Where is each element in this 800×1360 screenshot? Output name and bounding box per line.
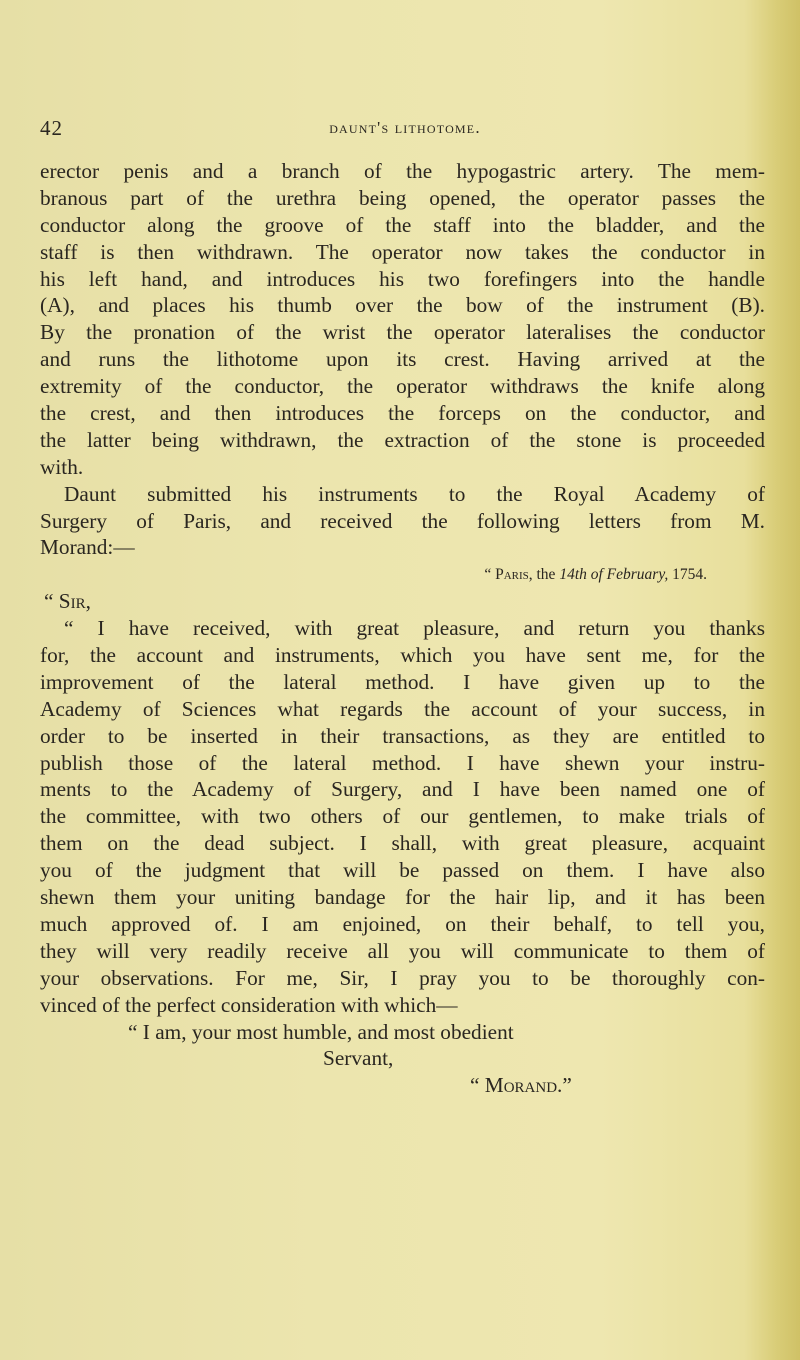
text-line: (A), and places his thumb over the bow of the instrument (B). <box>40 293 765 318</box>
text-line: improvement of the lateral method. I have given up to the <box>40 669 765 694</box>
text-line: Surgery of Paris, and received the following letters from M. <box>40 508 765 533</box>
text-line: with. <box>40 454 84 479</box>
text-line: shewn them your uniting bandage for the hair lip, and it has been <box>40 885 765 910</box>
text-line: them on the dead subject. I shall, with great pleasure, acquaint <box>40 831 765 856</box>
letter-servant: Servant, <box>323 1046 394 1071</box>
running-title: daunt's lithotome. <box>329 118 481 137</box>
text-line: order to be inserted in their transactions, as they are entitled to <box>40 723 765 748</box>
text-line: publish those of the lateral method. I have shewn your instru- <box>40 750 765 775</box>
text-line: the crest, and then introduces the forceps on the conductor, and <box>40 401 765 426</box>
text-line: the committee, with two others of our gentlemen, to make trials of <box>40 804 765 829</box>
text-line: staff is then withdrawn. The operator now takes the conductor in <box>40 239 765 264</box>
text-line: ments to the Academy of Surgery, and I have been named one of <box>40 777 765 802</box>
text-line: conductor along the groove of the staff into the bladder, and the <box>40 212 765 237</box>
letter-closing: “ I am, your most humble, and most obedient <box>128 1019 514 1044</box>
text-line: your observations. For me, Sir, I pray you to be thoroughly con- <box>40 965 765 990</box>
dateline-year: 1754. <box>672 566 707 584</box>
letter-body <box>40 615 765 1018</box>
text-line: you of the judgment that will be passed on them. I have also <box>40 858 765 883</box>
text-line: extremity of the conductor, the operator withdraws the knife along <box>40 374 765 399</box>
text-line: the latter being withdrawn, the extraction of the stone is proceeded <box>40 427 765 452</box>
letter-dateline <box>40 561 765 588</box>
paragraph-submission <box>40 481 765 562</box>
dateline-day: 14th <box>559 566 587 584</box>
text-line: erector penis and a branch of the hypogastric artery. The mem- <box>40 159 765 183</box>
text-line: Academy of Sciences what regards the account of your success, in <box>40 696 765 721</box>
text-line: and runs the lithotome upon its crest. Having arrived at the <box>40 347 765 372</box>
letter-salutation: “ Sir, <box>44 589 91 614</box>
body-text <box>40 158 765 1099</box>
text-line: By the pronation of the wrist the operator lateralises the conductor <box>40 320 765 345</box>
text-line: his left hand, and introduces his two forefingers into the handle <box>40 266 765 291</box>
text-line: for, the account and instruments, which you have sent me, for the <box>40 643 765 668</box>
dateline-month: of February, <box>590 566 669 584</box>
running-head <box>40 116 770 146</box>
dateline-the: the <box>536 566 556 584</box>
text-line: Morand:— <box>40 535 135 560</box>
text-line: Daunt submitted his instruments to the Royal Academy of <box>64 481 765 506</box>
page-number: 42 <box>40 116 63 140</box>
text-line: “ I have received, with great pleasure, and return you thanks <box>64 616 765 641</box>
text-line: they will very readily receive all you will communicate to them of <box>40 938 765 963</box>
text-line: vinced of the perfect consideration with which— <box>40 992 458 1017</box>
text-line: branous part of the urethra being opened, the operator passes the <box>40 185 765 210</box>
dateline-place: “ Paris, <box>484 566 533 584</box>
paragraph-procedure <box>40 158 765 481</box>
text-line: much approved of. I am enjoined, on their behalf, to tell you, <box>40 911 765 936</box>
letter-signature: “ Morand.” <box>470 1073 572 1098</box>
